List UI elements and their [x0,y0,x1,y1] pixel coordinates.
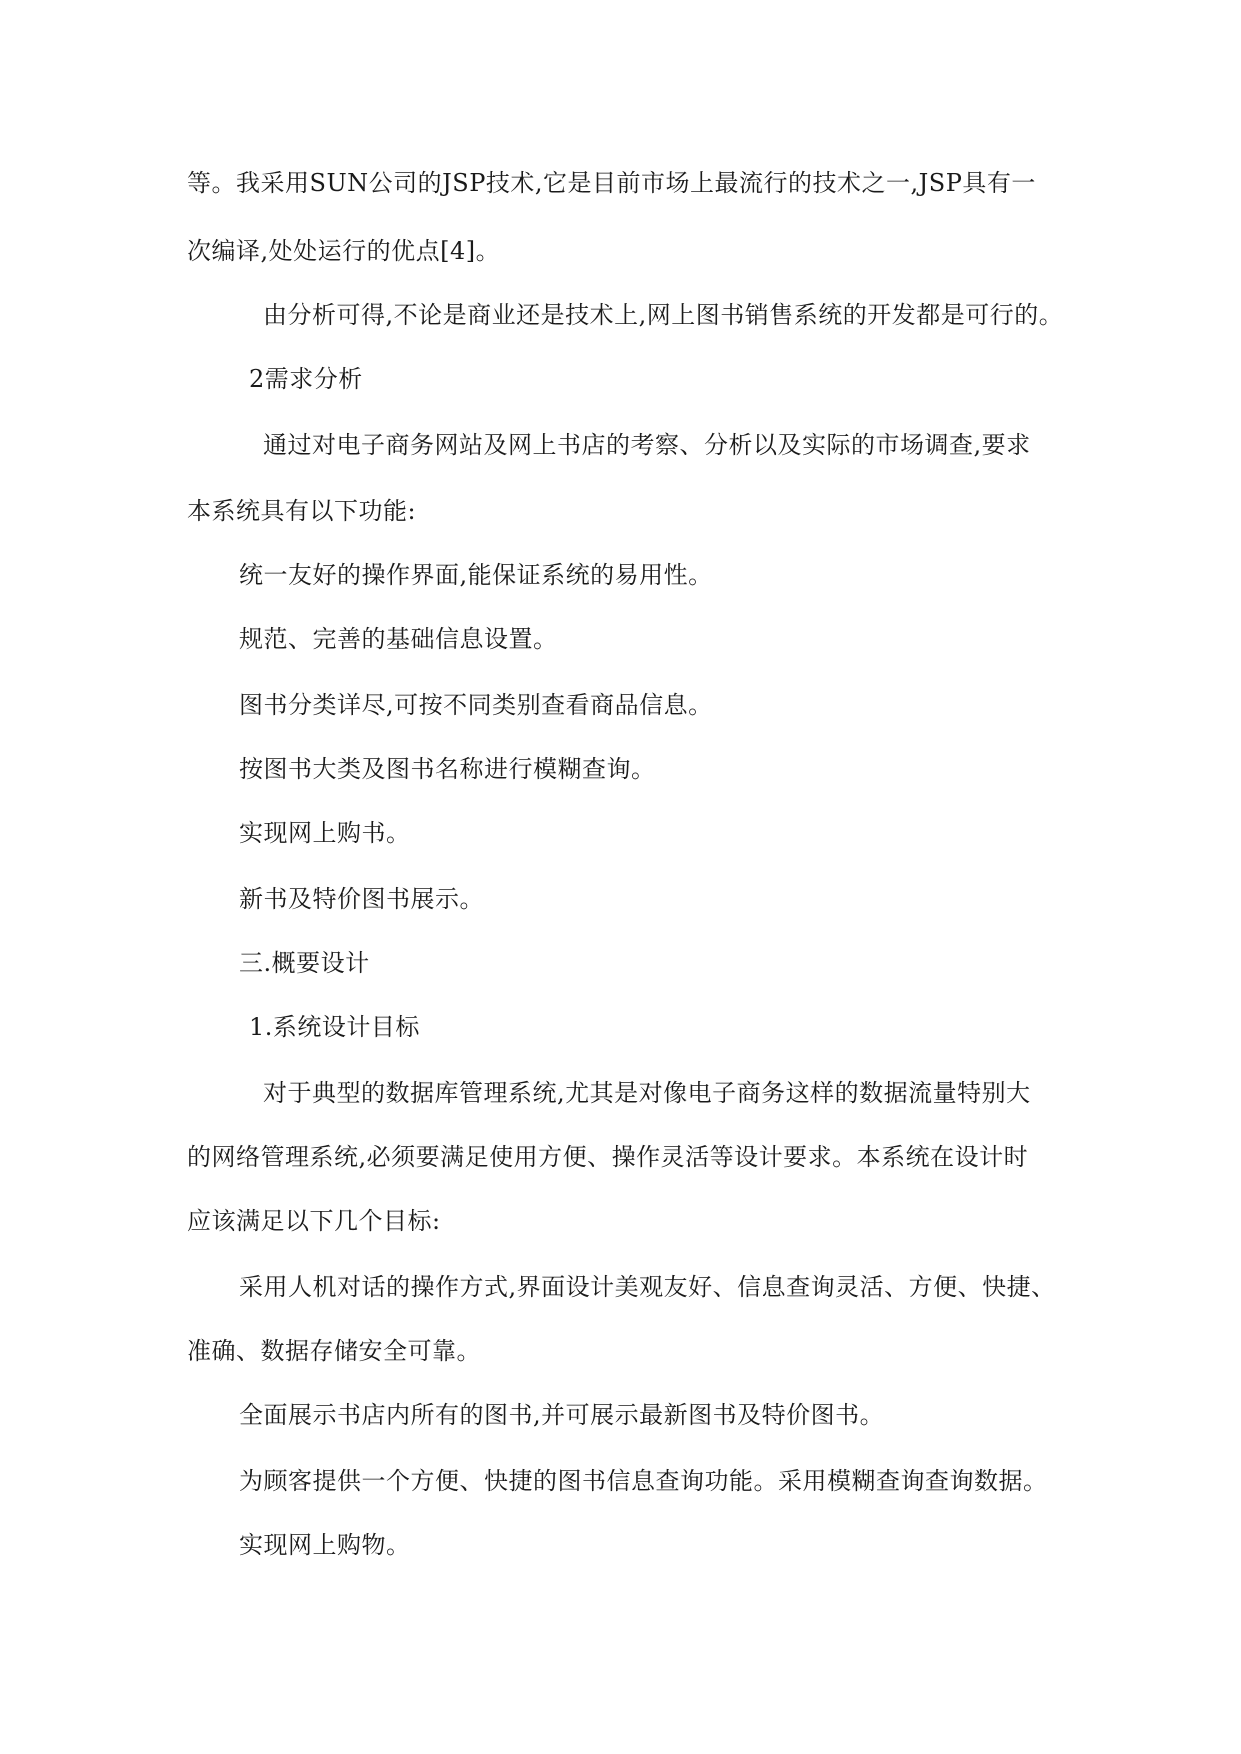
subsection-heading-goals: 1.系统设计目标 [249,1013,420,1041]
section-heading-requirements: 2需求分析 [249,365,363,393]
goal-item-2: 全面展示书店内所有的图书,并可展示最新图书及特价图书。 [239,1401,885,1429]
list-item-5: 实现网上购书。 [239,819,411,847]
list-item-3: 图书分类详尽,可按不同类别查看商品信息。 [239,691,713,719]
paragraph-line-1: 等。我采用SUN公司的JSP技术,它是目前市场上最流行的技术之一,JSP具有一 [187,169,1036,197]
paragraph-line-6: 本系统具有以下功能: [187,497,417,525]
paragraph-line-16: 的网络管理系统,必须要满足使用方便、操作灵活等设计要求。本系统在设计时 [187,1143,1029,1171]
goal-item-1-line-2: 准确、数据存储安全可靠。 [187,1337,481,1365]
paragraph-line-17: 应该满足以下几个目标: [187,1207,441,1235]
paragraph-line-5: 通过对电子商务网站及网上书店的考察、分析以及实际的市场调查,要求 [263,431,1031,459]
paragraph-line-3: 由分析可得,不论是商业还是技术上,网上图书销售系统的开发都是可行的。 [263,301,1064,329]
paragraph-line-15: 对于典型的数据库管理系统,尤其是对像电子商务这样的数据流量特别大 [263,1079,1031,1107]
list-item-2: 规范、完善的基础信息设置。 [239,625,558,653]
list-item-6: 新书及特价图书展示。 [239,885,484,913]
paragraph-line-2: 次编译,处处运行的优点[4]。 [187,237,501,265]
goal-item-1-line-1: 采用人机对话的操作方式,界面设计美观友好、信息查询灵活、方便、快捷、 [239,1273,1056,1301]
goal-item-4: 实现网上购物。 [239,1531,411,1559]
list-item-1: 统一友好的操作界面,能保证系统的易用性。 [239,561,713,589]
goal-item-3: 为顾客提供一个方便、快捷的图书信息查询功能。采用模糊查询查询数据。 [239,1467,1048,1495]
list-item-4: 按图书大类及图书名称进行模糊查询。 [239,755,656,783]
section-heading-overview: 三.概要设计 [239,949,370,977]
